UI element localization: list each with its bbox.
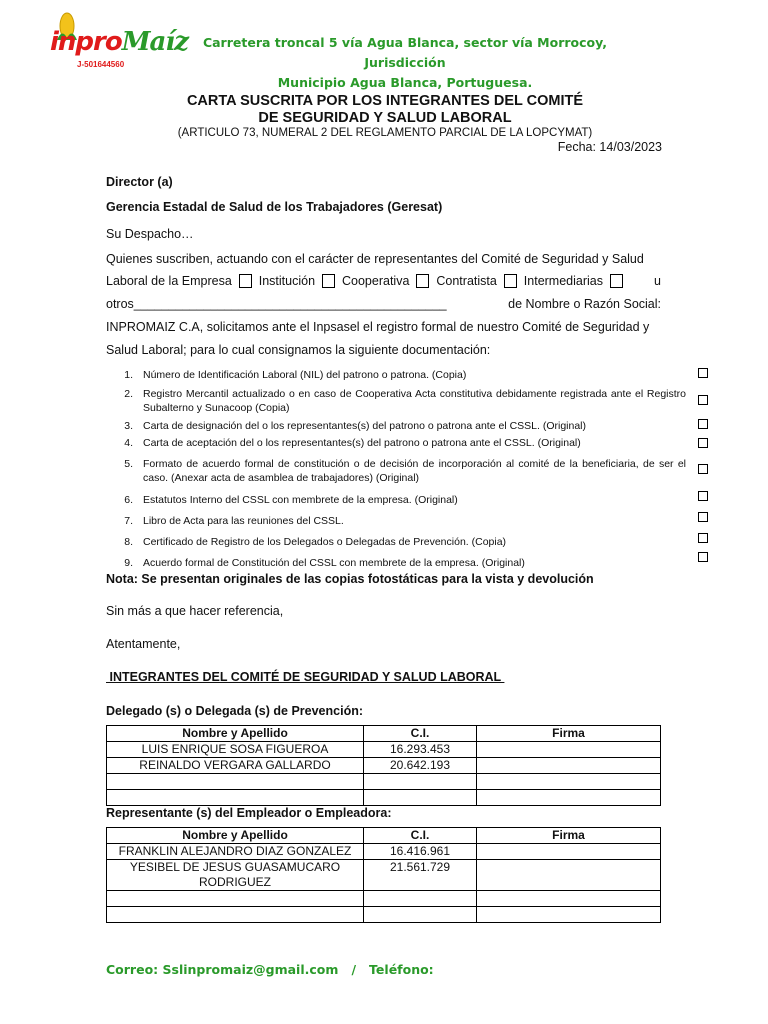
cell-ci: 21.561.729 [364, 860, 477, 891]
table-row [107, 907, 661, 923]
paragraph-line-5: Salud Laboral; para lo cual consignamos la siguiente documentación: [106, 343, 491, 357]
document-title-line-2: DE SEGURIDAD Y SALUD LABORAL [258, 110, 512, 126]
institucion-checkbox[interactable] [322, 274, 335, 288]
address-line-1: Carretera troncal 5 vía Agua Blanca, sector vía Morrocoy, Jurisdicción [202, 35, 608, 70]
cell-name: REINALDO VERGARA GALLARDO [107, 758, 364, 774]
cell-name[interactable] [107, 891, 364, 907]
company-logo [44, 10, 188, 72]
document-subtitle: (ARTICULO 73, NUMERAL 2 DEL REGLAMENTO PARCIAL DE LA LOPCYMAT) [177, 127, 593, 139]
address-line-2: Municipio Agua Blanca, Portuguesa. [277, 75, 533, 90]
document-checkbox[interactable] [698, 438, 708, 448]
representantes-label: Representante (s) del Empleador o Empleadora: [106, 806, 392, 820]
document-checkbox[interactable] [698, 552, 708, 562]
document-checkbox[interactable] [698, 368, 708, 378]
contratista-checkbox[interactable] [504, 274, 517, 288]
u-label: u [653, 274, 661, 288]
column-header: Nombre y Apellido [107, 828, 364, 844]
cell-name: FRANKLIN ALEJANDRO DIAZ GONZALEZ [107, 844, 364, 860]
cell-name[interactable] [107, 790, 364, 806]
paragraph-line-4: INPROMAIZ C.A, solicitamos ante el Inpsasel el registro formal de nuestro Comité de Seguridad y [106, 320, 650, 334]
cooperativa-checkbox[interactable] [416, 274, 429, 288]
cell-signature[interactable] [477, 907, 661, 923]
cell-signature[interactable] [477, 891, 661, 907]
paragraph-line-1: Quienes suscriben, actuando con el carácter de representantes del Comité de Seguridad y Salud [106, 252, 644, 266]
table-row [107, 758, 661, 774]
document-checkbox[interactable] [698, 491, 708, 501]
empresa-label: Laboral de la Empresa [106, 274, 232, 288]
cell-signature[interactable] [477, 758, 661, 774]
company-address [190, 33, 620, 93]
footer-contact: Correo: Sslinpromaiz@gmail.com / Teléfono: [106, 962, 434, 977]
cell-ci[interactable] [364, 907, 477, 923]
column-header: Nombre y Apellido [107, 726, 364, 742]
section-title: INTEGRANTES DEL COMITÉ DE SEGURIDAD Y SALUD LABORAL [106, 670, 505, 684]
logo-rif: J-501644560 [77, 60, 125, 69]
empresa-checkbox[interactable] [239, 274, 252, 288]
document-checkbox[interactable] [698, 512, 708, 522]
document-title-line-1: CARTA SUSCRITA POR LOS INTEGRANTES DEL COMITÉ [186, 93, 584, 109]
otros-field[interactable]: otros_____________________________________________ [106, 297, 447, 311]
document-checkbox[interactable] [698, 395, 708, 405]
document-date: Fecha: 14/03/2023 [557, 140, 662, 154]
razon-social-label: de Nombre o Razón Social: [508, 297, 661, 311]
nota: Nota: Se presentan originales de las copias fotostáticas para la vista y devolución [106, 572, 594, 586]
cell-signature[interactable] [477, 742, 661, 758]
cell-ci[interactable] [364, 774, 477, 790]
cell-name: LUIS ENRIQUE SOSA FIGUEROA [107, 742, 364, 758]
cell-signature[interactable] [477, 844, 661, 860]
contratista-label: Contratista [436, 274, 497, 288]
column-header: C.I. [364, 726, 477, 742]
table-row [107, 742, 661, 758]
cell-ci[interactable] [364, 891, 477, 907]
recipient-organization: Gerencia Estadal de Salud de los Trabajadores (Geresat) [106, 200, 443, 214]
institucion-label: Institución [258, 274, 316, 288]
table-header-row [107, 828, 661, 844]
cell-ci: 16.293.453 [364, 742, 477, 758]
intermediarias-checkbox[interactable] [610, 274, 623, 288]
document-checkbox[interactable] [698, 464, 708, 474]
table-row [107, 860, 661, 891]
cell-name: YESIBEL DE JESUS GUASAMUCARO RODRIGUEZ [107, 860, 364, 891]
cell-signature[interactable] [477, 860, 661, 891]
table-row [107, 774, 661, 790]
sign-off: Atentamente, [106, 637, 181, 651]
closing-line: Sin más a que hacer referencia, [106, 604, 284, 618]
paragraph-line-2 [106, 274, 661, 288]
cell-signature[interactable] [477, 774, 661, 790]
recipient: Director (a) [106, 175, 173, 189]
delegados-table [106, 725, 661, 806]
document-checkbox[interactable] [698, 419, 708, 429]
cooperativa-label: Cooperativa [342, 274, 410, 288]
cell-ci[interactable] [364, 790, 477, 806]
column-header: Firma [477, 726, 661, 742]
cell-name[interactable] [107, 774, 364, 790]
column-header: C.I. [364, 828, 477, 844]
table-header-row [107, 726, 661, 742]
cell-ci: 20.642.193 [364, 758, 477, 774]
table-row [107, 844, 661, 860]
delegados-label: Delegado (s) o Delegada (s) de Prevención: [106, 704, 364, 718]
cell-ci: 16.416.961 [364, 844, 477, 860]
document-checkbox[interactable] [698, 533, 708, 543]
column-header: Firma [477, 828, 661, 844]
paragraph-line-3 [106, 297, 661, 311]
logo-wordmark: inproMaíz [50, 27, 188, 57]
representantes-table [106, 827, 661, 923]
cell-name[interactable] [107, 907, 364, 923]
intermediarias-label: Intermediarias [523, 274, 603, 288]
greeting: Su Despacho… [106, 227, 194, 241]
cell-signature[interactable] [477, 790, 661, 806]
table-row [107, 790, 661, 806]
table-row [107, 891, 661, 907]
